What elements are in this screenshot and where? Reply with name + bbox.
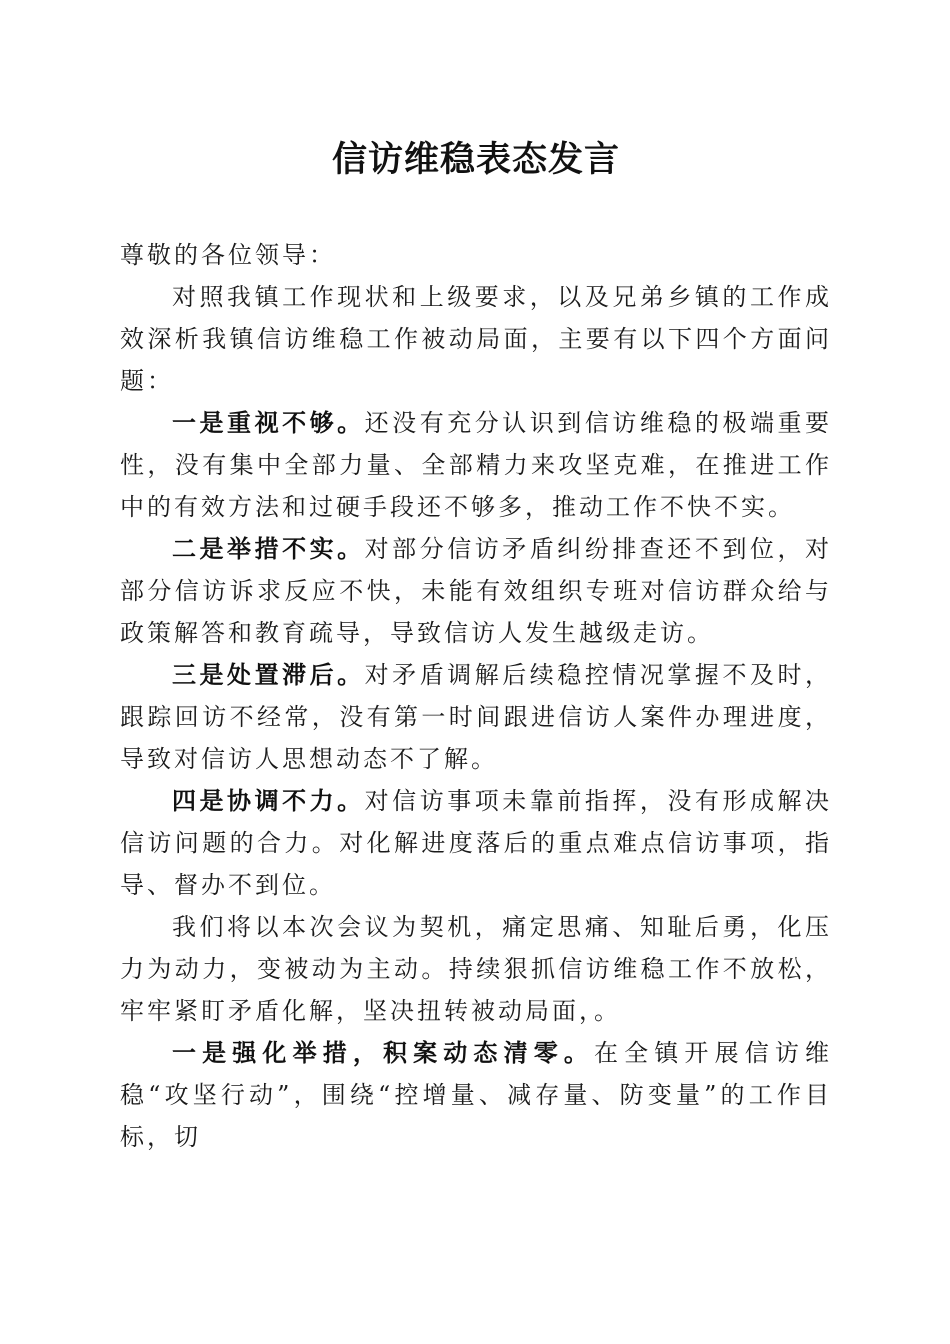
problem-text-2: 对部分信访矛盾纠纷排查还不到位，对部分信访诉求反应不快，未能有效组织专班对信访群众给与政策解答和教育疏导，导致信访人发生越级走访。 <box>120 535 833 647</box>
measure-paragraph-1 <box>120 1032 832 1158</box>
problem-paragraph-4 <box>120 780 832 906</box>
intro-paragraph: 对照我镇工作现状和上级要求，以及兄弟乡镇的工作成效深析我镇信访维稳工作被动局面，主要有以下四个方面问题： <box>120 283 832 395</box>
problem-text-3: 对矛盾调解后续稳控情况掌握不及时，跟踪回访不经常，没有第一时间跟进信访人案件办理进度，导致对信访人思想动态不了解。 <box>120 661 833 773</box>
problem-paragraph-2 <box>120 528 832 654</box>
salutation: 尊敬的各位领导： <box>120 241 336 269</box>
commitment-paragraph: 我们将以本次会议为契机，痛定思痛、知耻后勇，化压力为动力，变被动为主动。持续狠抓信访维稳工作不放松，牢牢紧盯矛盾化解，坚决扭转被动局面，。 <box>120 913 832 1025</box>
measure-text-1: 在全镇开展信访维稳“攻坚行动”，围绕“控增量、减存量、防变量”的工作目标，切 <box>120 1039 832 1151</box>
problem-lead-2: 二是举措不实。 <box>172 534 365 563</box>
document-body <box>120 234 832 1158</box>
problem-lead-4: 四是协调不力。 <box>172 786 365 815</box>
problem-text-1: 还没有充分认识到信访维稳的极端重要性，没有集中全部力量、全部精力来攻坚克难，在推进工作中的有效方法和过硬手段还不够多，推动工作不快不实。 <box>120 409 833 521</box>
problem-text-4: 对信访事项未靠前指挥，没有形成解决信访问题的合力。对化解进度落后的重点难点信访事项，指导、督办不到位。 <box>120 787 833 899</box>
document-title: 信访维稳表态发言 <box>331 139 620 180</box>
measure-lead-1: 一是强化举措，积案动态清零。 <box>172 1038 594 1067</box>
problem-paragraph-3 <box>120 654 832 780</box>
problem-paragraph-1 <box>120 402 832 528</box>
problem-lead-1: 一是重视不够。 <box>172 408 365 437</box>
problem-lead-3: 三是处置滞后。 <box>172 660 365 689</box>
